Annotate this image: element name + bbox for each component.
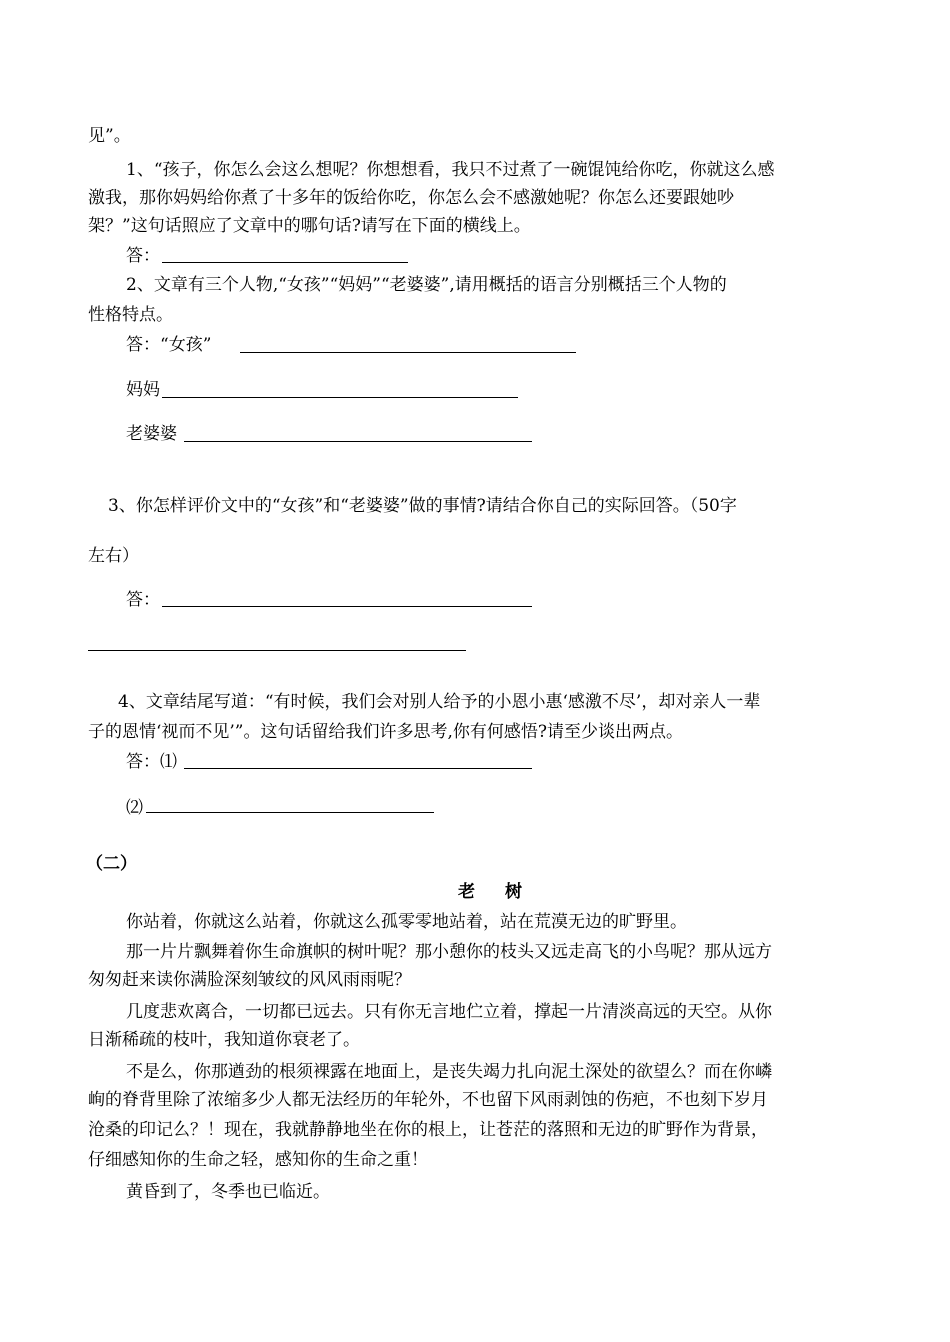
paragraph-3-line-2: 日渐稀疏的枝叶，我知道你衰老了。 <box>88 1030 360 1050</box>
question-2-grandma-label: 老婆婆 <box>126 424 177 444</box>
answer-line-q3-1[interactable] <box>162 606 532 607</box>
paragraph-4-line-1: 不是么，你那遒劲的根须裸露在地面上，是丧失竭力扎向泥土深处的欲望么？而在你嶙 <box>126 1062 772 1082</box>
section-heading: （二） <box>86 854 137 874</box>
question-1-line-1: 1、“孩子，你怎么会这么想呢？你想想看，我只不过煮了一碗馄饨给你吃，你就这么感 <box>126 160 775 180</box>
question-2-mom-label: 妈妈 <box>126 380 160 400</box>
answer-line-girl[interactable] <box>240 352 576 353</box>
paragraph-4-line-2: 峋的脊背里除了浓缩多少人都无法经历的年轮外，不也留下风雨剥蚀的伤疤，不也刻下岁月 <box>88 1090 768 1110</box>
answer-line-q1[interactable] <box>162 262 408 263</box>
answer-line-mom[interactable] <box>162 397 518 398</box>
question-1-line-2: 激我，那你妈妈给你煮了十多年的饭给你吃，你怎么会不感激她呢？你怎么还要跟她吵 <box>88 188 734 208</box>
question-2-girl-label: 答：“女孩” <box>126 335 212 355</box>
question-2-line-1: 2、文章有三个人物,“女孩”“妈妈”“老婆婆”,请用概括的语言分别概括三个人物的 <box>126 275 727 295</box>
question-1-line-3: 架？”这句话照应了文章中的哪句话?请写在下面的横线上。 <box>88 216 531 236</box>
question-4-answer-1-label: 答：⑴ <box>126 752 177 772</box>
article-title: 老树 <box>458 882 552 902</box>
paragraph-2-line-2: 匆匆赶来读你满脸深刻皱纹的风风雨雨呢？ <box>88 970 411 990</box>
text-line: 见”。 <box>88 126 131 146</box>
question-3-answer-label: 答： <box>126 590 160 610</box>
paragraph-2-line-1: 那一片片飘舞着你生命旗帜的树叶呢？那小憩你的枝头又远走高飞的小鸟呢？那从远方 <box>126 942 772 962</box>
paragraph-3-line-1: 几度悲欢离合，一切都已远去。只有你无言地伫立着，撑起一片清淡高远的天空。从你 <box>126 1002 772 1022</box>
answer-line-q3-2[interactable] <box>88 650 466 651</box>
answer-line-grandma[interactable] <box>184 441 532 442</box>
paragraph-1: 你站着，你就这么站着，你就这么孤零零地站着，站在荒漠无边的旷野里。 <box>126 912 687 932</box>
question-3-line-1: 3、你怎样评价文中的“女孩”和“老婆婆”做的事情?请结合你自己的实际回答。（50字 <box>108 496 737 516</box>
question-4-answer-2-label: ⑵ <box>126 798 143 818</box>
paragraph-5: 黄昏到了，冬季也已临近。 <box>126 1182 330 1202</box>
paragraph-4-line-3: 沧桑的印记么？！现在，我就静静地坐在你的根上，让苍茫的落照和无边的旷野作为背景， <box>88 1120 768 1140</box>
paragraph-4-line-4: 仔细感知你的生命之轻，感知你的生命之重！ <box>88 1150 428 1170</box>
question-2-line-2: 性格特点。 <box>88 305 173 325</box>
question-1-answer-label: 答： <box>126 246 160 266</box>
question-4-line-2: 子的恩情‘视而不见’”。这句话留给我们许多思考,你有何感悟?请至少谈出两点。 <box>88 722 684 742</box>
question-4-line-1: 4、文章结尾写道：“有时候，我们会对别人给予的小恩小惠‘感激不尽’，却对亲人一辈 <box>118 692 761 712</box>
answer-line-q4-2[interactable] <box>146 812 434 813</box>
question-3-line-2: 左右） <box>88 546 139 566</box>
answer-line-q4-1[interactable] <box>184 768 532 769</box>
